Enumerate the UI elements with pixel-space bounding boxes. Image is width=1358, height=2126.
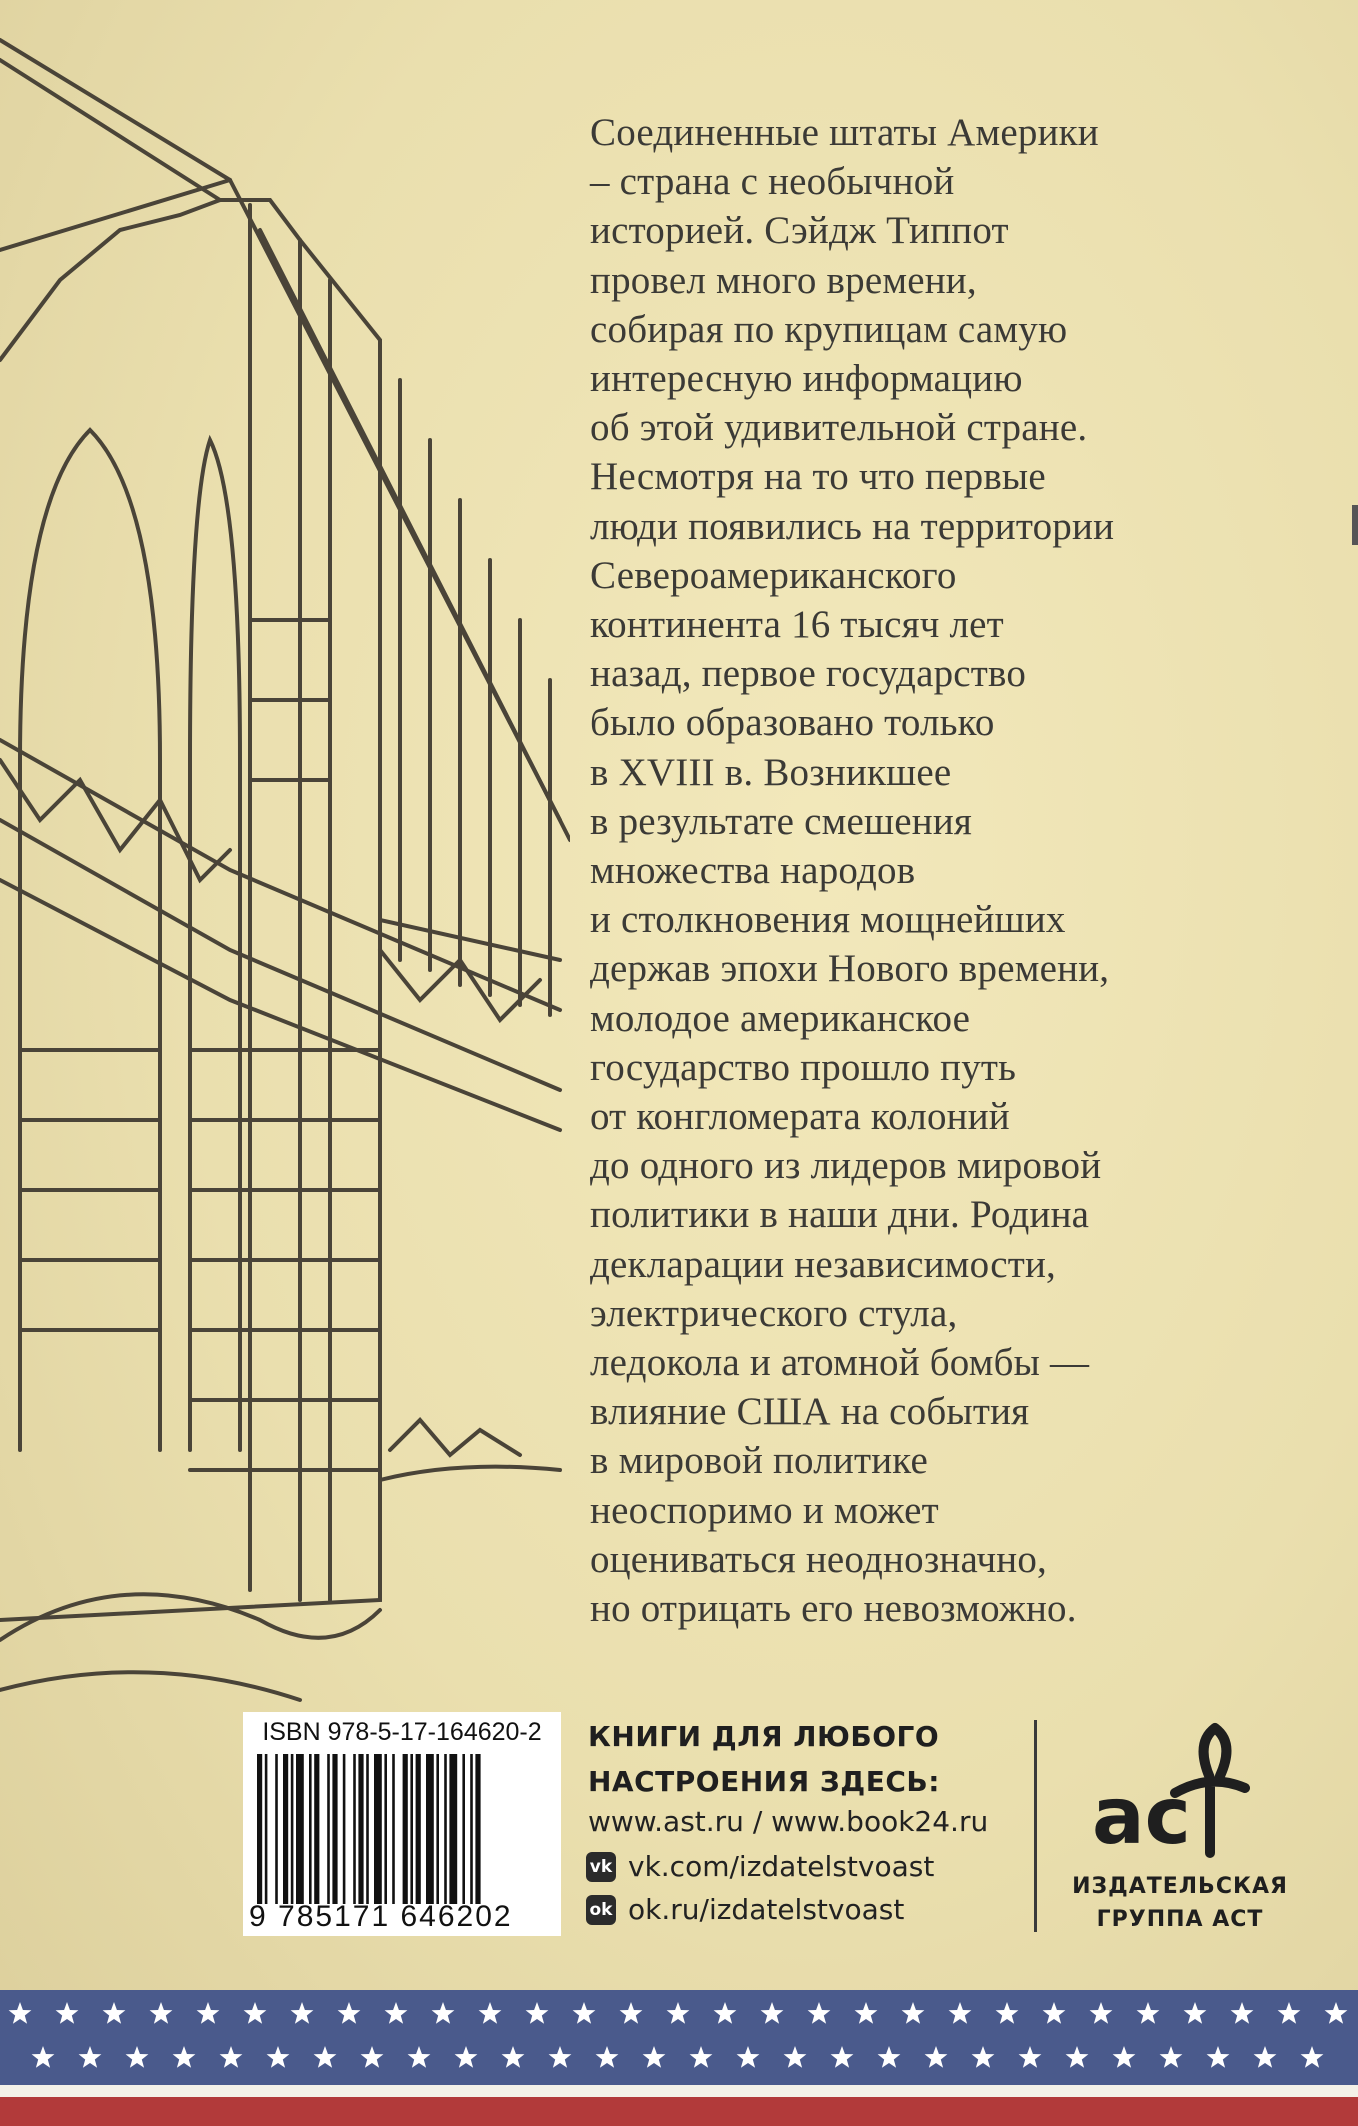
- spine-edge-mark: [1352, 505, 1358, 545]
- barcode-bar: [366, 1754, 369, 1904]
- flag-blue-field: [0, 1990, 1358, 2085]
- barcode-bar: [257, 1754, 262, 1904]
- isbn-barcode-box: [243, 1712, 561, 1936]
- barcode-bar: [475, 1754, 480, 1904]
- barcode-bar: [444, 1754, 447, 1904]
- annotation-line: историей. Сэйдж Типпот: [590, 209, 1009, 253]
- barcode-bar: [416, 1754, 421, 1904]
- annotation-line: люди появились на территории: [590, 504, 1115, 548]
- svg-text:ac: ac: [1092, 1772, 1191, 1862]
- promo-heading-line: КНИГИ ДЛЯ ЛЮБОГО: [588, 1720, 940, 1753]
- vk-icon: vk: [586, 1852, 616, 1882]
- annotation-line: собирая по крупицам самую: [590, 307, 1068, 351]
- annotation-line: электрического стула,: [590, 1291, 958, 1335]
- annotation-line: интересную информацию: [590, 357, 1023, 401]
- annotation-line: государство прошло путь: [590, 1045, 1017, 1089]
- stars-and-stripes-band: [0, 1990, 1358, 2126]
- barcode-bar: [314, 1754, 319, 1904]
- website-links[interactable]: www.ast.ru / www.book24.ru: [588, 1805, 989, 1838]
- barcode-bar: [309, 1754, 312, 1904]
- annotation-line: в результате смешения: [590, 799, 973, 843]
- ok-link[interactable]: [586, 1893, 904, 1926]
- annotation-line: держав эпохи Нового времени,: [590, 947, 1110, 991]
- vk-link[interactable]: [586, 1850, 934, 1883]
- annotation-line: континента 16 тысяч лет: [590, 603, 1004, 647]
- barcode-bar: [392, 1754, 395, 1904]
- barcode-bar: [462, 1754, 465, 1904]
- brooklyn-bridge-illustration: [0, 0, 570, 1720]
- annotation-line: до одного из лидеров мировой: [590, 1144, 1102, 1188]
- barcode-bar: [470, 1754, 473, 1904]
- flag-red-stripe: [0, 2097, 1358, 2126]
- annotation-line: Несмотря на то что первые: [590, 455, 1046, 499]
- barcode-bar: [343, 1754, 346, 1904]
- barcode-icon: [255, 1754, 549, 1904]
- annotation-line: – страна с необычной: [590, 160, 955, 204]
- publisher-name: [1060, 1870, 1300, 1936]
- promo-heading-line: НАСТРОЕНИЯ ЗДЕСЬ:: [588, 1765, 940, 1798]
- barcode-bar: [358, 1754, 363, 1904]
- annotation-line: политики в наши дни. Родина: [590, 1193, 1090, 1237]
- barcode-bar: [327, 1754, 330, 1904]
- barcode-bar: [436, 1754, 439, 1904]
- barcode-bar: [291, 1754, 294, 1904]
- vk-url: vk.com/izdatelstvoast: [628, 1850, 935, 1883]
- publisher-name-line: ГРУППА АСТ: [1096, 1907, 1264, 1932]
- annotation-line: оцениваться неоднозначно,: [590, 1537, 1047, 1581]
- divider: [1034, 1720, 1037, 1932]
- barcode-bar: [426, 1754, 434, 1904]
- annotation-line: об этой удивительной стране.: [590, 406, 1088, 450]
- barcode-bar: [374, 1754, 382, 1904]
- annotation-line: провел много времени,: [590, 258, 977, 302]
- barcode-bar: [332, 1754, 337, 1904]
- annotation-line: от конгломерата колоний: [590, 1095, 1010, 1139]
- barcode-bar: [265, 1754, 268, 1904]
- annotation-line: было образовано только: [590, 701, 995, 745]
- barcode-bar: [403, 1754, 408, 1904]
- annotation-line: Североамериканского: [590, 553, 957, 597]
- annotation-line: ледокола и атомной бомбы —: [590, 1341, 1090, 1385]
- ast-publisher-logo: [1070, 1718, 1290, 1878]
- barcode-bar: [353, 1754, 356, 1904]
- annotation-line: множества народов: [590, 849, 916, 893]
- isbn-label: ISBN 978-5-17-164620-2: [262, 1718, 542, 1746]
- annotation-line: декларации независимости,: [590, 1242, 1057, 1286]
- barcode-bar: [283, 1754, 288, 1904]
- barcode-bar: [296, 1754, 304, 1904]
- barcode-bar: [384, 1754, 387, 1904]
- annotation-line: в XVIII в. Возникшее: [590, 750, 952, 794]
- publisher-name-line: ИЗДАТЕЛЬСКАЯ: [1072, 1874, 1288, 1899]
- ok-url: ok.ru/izdatelstvoast: [628, 1893, 905, 1926]
- barcode-bar: [410, 1754, 413, 1904]
- annotation-line: назад, первое государство: [590, 652, 1027, 696]
- annotation-line: Соединенные штаты Америки: [590, 111, 1099, 154]
- annotation-line: в мировой политике: [590, 1439, 928, 1483]
- promo-heading: [588, 1714, 1008, 1804]
- barcode-bar: [275, 1754, 278, 1904]
- barcode-bar: [449, 1754, 457, 1904]
- annotation-line: но отрицать его невозможно.: [590, 1587, 1077, 1631]
- annotation-line: и столкновения мощнейших: [590, 898, 1066, 942]
- annotation-line: молодое американское: [590, 996, 971, 1040]
- annotation-line: неоспоримо и может: [590, 1488, 939, 1532]
- annotation-line: влияние США на события: [590, 1390, 1030, 1434]
- odnoklassniki-icon: ok: [586, 1895, 616, 1925]
- barcode-digits: 9 785171 646202: [249, 1900, 513, 1933]
- flag-white-stripe: [0, 2085, 1358, 2097]
- annotation-text: [590, 108, 1250, 1633]
